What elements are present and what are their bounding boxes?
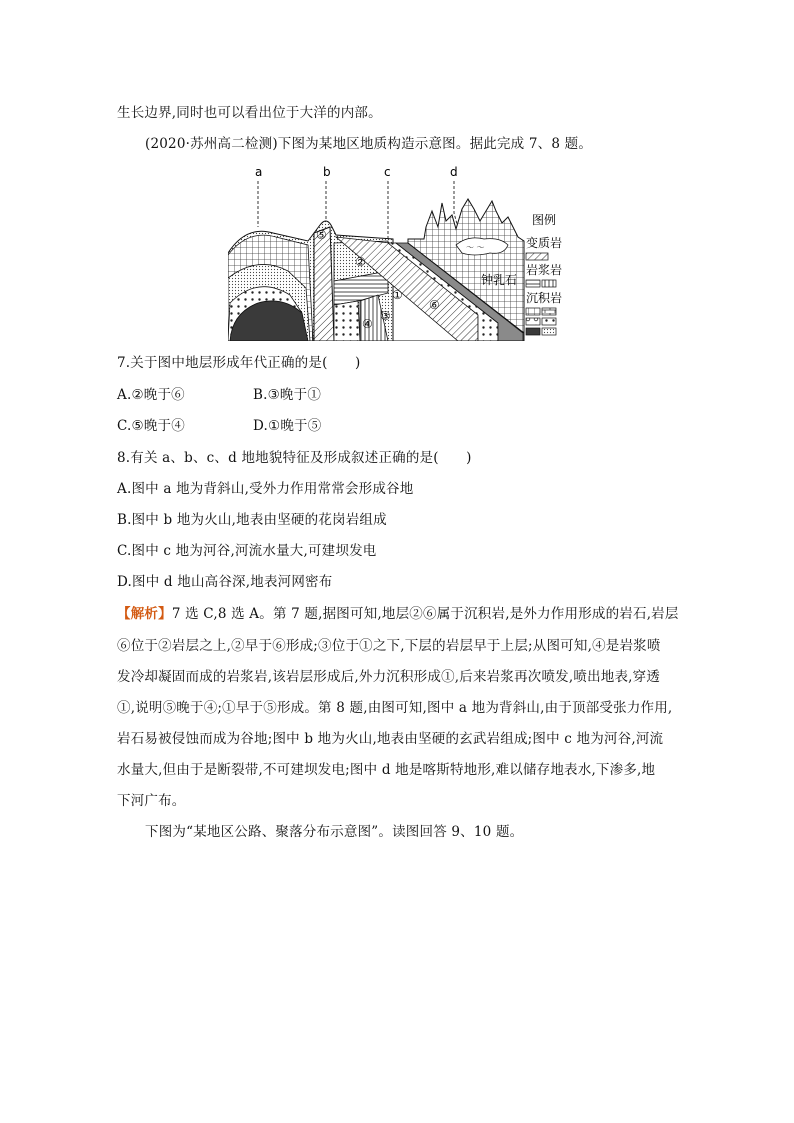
circled-3: ③ bbox=[380, 309, 391, 323]
analysis-line-3: 发冷却凝固而成的岩浆岩,该岩层形成后,外力沉积形成①,后来岩浆再次喷发,喷出地表,穿透 bbox=[117, 669, 661, 685]
circled-5: ⑤ bbox=[316, 228, 327, 242]
label-b: b bbox=[323, 165, 331, 179]
label-c: c bbox=[384, 165, 391, 179]
intro-7-8: (2020·苏州高二检测)下图为某地区地质构造示意图。据此完成 7、8 题。 bbox=[145, 136, 593, 152]
legend-title: 图例 bbox=[532, 213, 557, 227]
analysis-tag: 【解析】 bbox=[117, 606, 172, 622]
label-a: a bbox=[255, 165, 263, 179]
circled-4: ④ bbox=[362, 317, 373, 331]
q8-option-b: B.图中 b 地为火山,地表由坚硬的花岗岩组成 bbox=[117, 512, 387, 528]
legend bbox=[526, 212, 562, 335]
q7-option-c: C.⑤晚于④ bbox=[117, 418, 185, 434]
analysis-text-1: 7 选 C,8 选 A。第 7 题,据图可知,地层②⑥属于沉积岩,是外力作用形成的岩石,岩层 bbox=[171, 606, 679, 622]
circled-6: ⑥ bbox=[429, 298, 440, 312]
legend-sedimentary: 沉积岩 bbox=[526, 291, 563, 305]
q7-option-b: B.③晚于① bbox=[253, 387, 322, 403]
q7-stem: 7.关于图中地层形成年代正确的是( ) bbox=[117, 355, 361, 371]
legend-igneous: 岩浆岩 bbox=[526, 263, 563, 277]
circled-1: ① bbox=[392, 288, 403, 302]
analysis-line-7: 下河广布。 bbox=[117, 793, 186, 809]
q8-option-c: C.图中 c 地为河谷,河流水量大,可建坝发电 bbox=[117, 543, 377, 559]
label-d: d bbox=[450, 165, 458, 179]
q7-options-row2 bbox=[117, 416, 417, 436]
legend-metamorphic: 变质岩 bbox=[526, 236, 563, 250]
circled-2: ② bbox=[355, 255, 366, 269]
analysis-line-2: ⑥位于②岩层之上,②早于⑥形成;③位于①之下,下层的岩层早于上层;从图可知,④是岩浆喷 bbox=[117, 638, 661, 654]
geology-figure bbox=[228, 163, 573, 341]
analysis-line-6: 水量大,但由于是断裂带,不可建坝发电;图中 d 地是喀斯特地形,难以储存地表水,下渗多,地 bbox=[117, 762, 656, 778]
svg-text:～ ～: ～ ～ bbox=[466, 243, 485, 252]
previous-text-line: 生长边界,同时也可以看出位于大洋的内部。 bbox=[117, 105, 382, 121]
cave-label: 钟乳石 bbox=[481, 273, 518, 287]
q7-option-a: A.②晚于⑥ bbox=[117, 387, 185, 403]
analysis-line-5: 岩石易被侵蚀而成为谷地;图中 b 地为火山,地表由坚硬的玄武岩组成;图中 c 地为河谷,河流 bbox=[117, 731, 664, 747]
q8-option-d: D.图中 d 地山高谷深,地表河网密布 bbox=[117, 574, 333, 590]
intro-9-10: 下图为“某地区公路、聚落分布示意图”。读图回答 9、10 题。 bbox=[145, 824, 524, 840]
cross-section bbox=[228, 199, 524, 341]
q7-option-d: D.①晚于⑤ bbox=[253, 418, 322, 434]
q8-option-a: A.图中 a 地为背斜山,受外力作用常常会形成谷地 bbox=[117, 481, 414, 497]
q7-options-row1 bbox=[117, 385, 417, 405]
q8-stem: 8.有关 a、b、c、d 地地貌特征及形成叙述正确的是( ) bbox=[117, 450, 472, 466]
analysis-line-1 bbox=[117, 604, 679, 624]
analysis-line-4: ①,说明⑤晚于④;①早于⑤形成。第 8 题,由图可知,图中 a 地为背斜山,由于顶部受张力作用, bbox=[117, 700, 673, 716]
